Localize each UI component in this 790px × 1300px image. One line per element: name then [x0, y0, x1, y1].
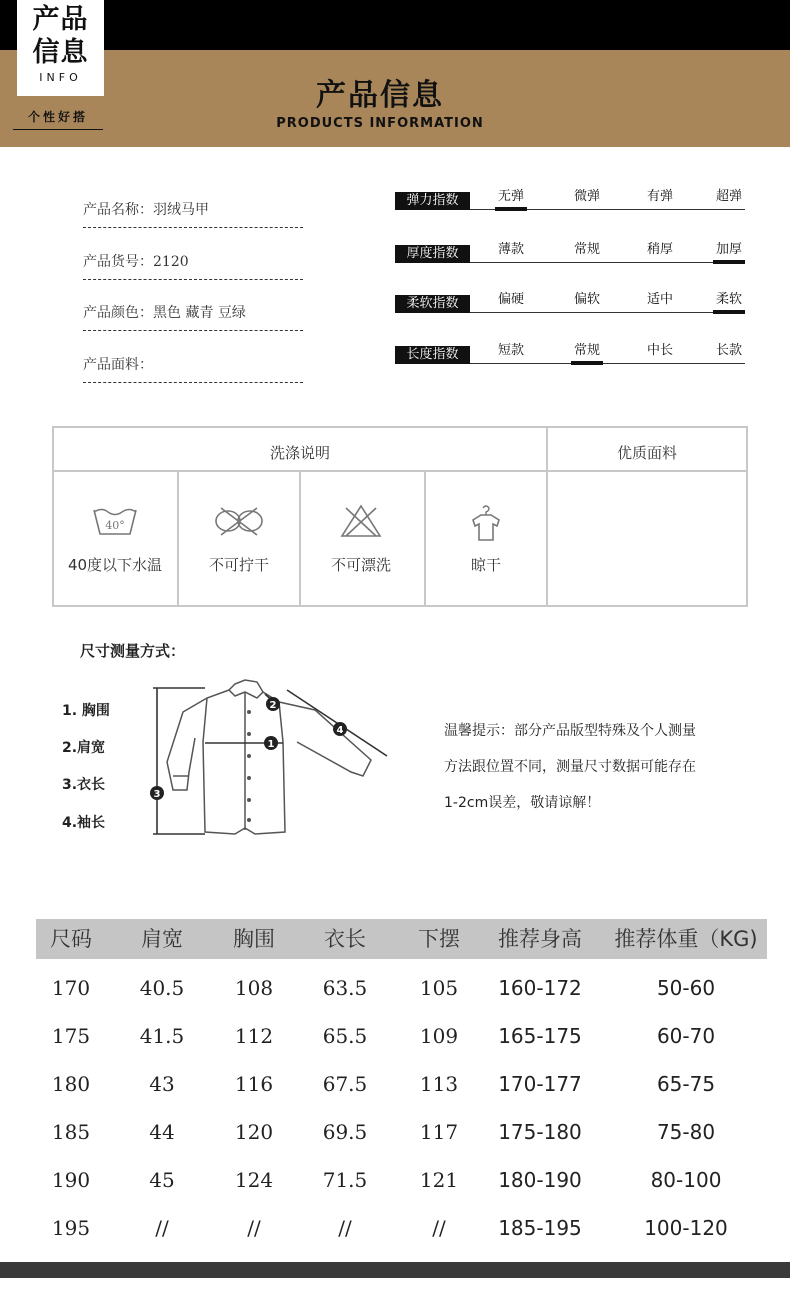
- index-line: [470, 363, 745, 364]
- care-label: 不可漂洗: [330, 556, 391, 574]
- size-header-cell: 下摆: [418, 927, 460, 951]
- size-table-cell: 170-177: [498, 1072, 582, 1096]
- header-black-band: [0, 0, 790, 50]
- wash-40-icon: [90, 502, 140, 540]
- size-table-cell: 116: [234, 1072, 274, 1096]
- size-table-cell: 40.5: [139, 976, 185, 1000]
- marker-3: 3: [153, 789, 161, 800]
- badge-line2: 信息: [32, 37, 89, 68]
- index-line: [470, 312, 745, 313]
- size-table-cell: 180: [51, 1072, 91, 1096]
- size-table-cell: 160-172: [498, 976, 582, 1000]
- size-table-cell: 185: [51, 1120, 91, 1144]
- marker-1: 1: [267, 739, 275, 750]
- badge-subtitle: 个性好搭: [13, 108, 103, 130]
- care-header-divider: [54, 470, 746, 472]
- index-label: 柔软指数: [395, 295, 470, 313]
- care-title: 洗涤说明: [269, 444, 330, 462]
- size-table-cell: //: [247, 1216, 261, 1240]
- size-table-cell: 112: [234, 1024, 274, 1048]
- tip-line: 方法跟位置不同，测量尺寸数据可能存在: [444, 759, 696, 775]
- index-row: [395, 342, 745, 366]
- size-table-cell: 175: [51, 1024, 91, 1048]
- product-fabric: 产品面料：: [83, 354, 303, 383]
- marker-4: 4: [336, 725, 344, 736]
- size-table-cell: 65.5: [322, 1024, 368, 1048]
- index-option: 短款: [497, 343, 524, 358]
- bottom-bar: [0, 1262, 790, 1278]
- index-option: 常规: [573, 242, 600, 257]
- size-table-cell: 113: [419, 1072, 459, 1096]
- product-sku: 产品货号：2120: [83, 251, 303, 280]
- index-line: [470, 262, 745, 263]
- shirt-measure-diagram: [145, 672, 395, 847]
- size-table-cell: 63.5: [322, 976, 368, 1000]
- size-header-cell: 尺码: [50, 927, 92, 951]
- care-item: [178, 502, 300, 575]
- index-option-selected: 柔软: [709, 291, 749, 308]
- index-option: 稍厚: [646, 242, 673, 257]
- care-item: [425, 502, 547, 575]
- size-table-cell: 45: [149, 1168, 175, 1192]
- size-table-cell: 67.5: [322, 1072, 368, 1096]
- index-option-selected: 无弹: [491, 188, 531, 205]
- index-option: 有弹: [646, 189, 673, 204]
- measure-tip: [444, 713, 744, 821]
- page-title: 产品信息: [316, 78, 444, 113]
- badge-en: INFO: [39, 71, 82, 84]
- index-label: 长度指数: [395, 346, 470, 364]
- size-table-cell: 60-70: [656, 1024, 716, 1048]
- size-table-cell: 41.5: [139, 1024, 185, 1048]
- size-header-cell: 推荐身高: [498, 927, 582, 951]
- size-table-cell: 170: [51, 976, 91, 1000]
- size-table-cell: 50-60: [656, 976, 716, 1000]
- measure-item-sleeve: 4.袖长: [62, 815, 106, 831]
- index-row: [395, 188, 745, 212]
- size-table-cell: //: [432, 1216, 446, 1240]
- index-option: 薄款: [497, 242, 524, 257]
- no-bleach-icon: [336, 502, 386, 540]
- index-option-selected: 加厚: [709, 241, 749, 258]
- size-table-cell: //: [338, 1216, 352, 1240]
- size-table-cell: 71.5: [322, 1168, 368, 1192]
- marker-2: 2: [269, 700, 277, 711]
- size-table-cell: 165-175: [498, 1024, 582, 1048]
- index-option: 微弹: [573, 189, 600, 204]
- page-subtitle: PRODUCTS INFORMATION: [276, 116, 484, 131]
- size-table-cell: 180-190: [498, 1168, 582, 1192]
- size-table-cell: 195: [51, 1216, 91, 1240]
- no-wring-icon: [211, 502, 267, 540]
- measure-item-chest: 1. 胸围: [62, 703, 110, 719]
- size-table-cell: 124: [234, 1168, 274, 1192]
- index-option: 偏软: [573, 292, 600, 307]
- product-color: 产品颜色：黑色 藏青 豆绿: [83, 302, 303, 331]
- index-option-selected: 常规: [567, 342, 607, 359]
- index-option: 中长: [646, 343, 673, 358]
- size-table-cell: 69.5: [322, 1120, 368, 1144]
- size-table-cell: 105: [419, 976, 459, 1000]
- size-table-cell: 108: [234, 976, 274, 1000]
- size-table-cell: //: [155, 1216, 169, 1240]
- size-table-cell: 121: [419, 1168, 459, 1192]
- size-table-cell: 44: [149, 1120, 175, 1144]
- size-table-cell: 175-180: [498, 1120, 582, 1144]
- quality-title: 优质面料: [616, 444, 677, 462]
- care-item: [54, 502, 176, 575]
- care-label: 晾干: [470, 556, 501, 574]
- care-box: [52, 426, 748, 607]
- size-header-cell: 胸围: [233, 927, 275, 951]
- size-table-cell: 80-100: [650, 1168, 722, 1192]
- care-label: 不可拧干: [208, 556, 269, 574]
- size-table-cell: 117: [419, 1120, 459, 1144]
- size-header-cell: 推荐体重（KG): [614, 927, 758, 951]
- size-table-cell: 120: [234, 1120, 274, 1144]
- size-header-cell: 衣长: [324, 927, 366, 951]
- wash-temp-text: 40°: [105, 519, 125, 532]
- index-label: 弹力指数: [395, 192, 470, 210]
- measure-item-shoulder: 2.肩宽: [62, 740, 106, 756]
- care-label: 40度以下水温: [67, 556, 163, 574]
- product-name: 产品名称：羽绒马甲: [83, 199, 303, 228]
- hang-dry-icon: [461, 502, 511, 544]
- index-row: [395, 241, 745, 265]
- measure-title: 尺寸测量方式：: [80, 642, 186, 660]
- tip-line: 1-2cm误差，敬请谅解！: [444, 795, 601, 811]
- index-option: 偏硬: [497, 292, 524, 307]
- index-option: 超弹: [715, 189, 742, 204]
- index-row: [395, 291, 745, 315]
- badge-line1: 产品: [32, 4, 89, 35]
- size-table-cell: 185-195: [498, 1216, 582, 1240]
- index-option: 适中: [646, 292, 673, 307]
- size-table-cell: 100-120: [644, 1216, 728, 1240]
- size-table-cell: 65-75: [656, 1072, 716, 1096]
- index-option: 长款: [715, 343, 742, 358]
- index-label: 厚度指数: [395, 245, 470, 263]
- measure-item-length: 3.衣长: [62, 777, 106, 793]
- size-table-cell: 109: [419, 1024, 459, 1048]
- care-item: [300, 502, 422, 575]
- size-header-cell: 肩宽: [141, 927, 183, 951]
- size-table-cell: 190: [51, 1168, 91, 1192]
- tip-line: 温馨提示：部分产品版型特殊及个人测量: [444, 723, 696, 739]
- size-table-cell: 43: [149, 1072, 175, 1096]
- size-table-cell: 75-80: [656, 1120, 716, 1144]
